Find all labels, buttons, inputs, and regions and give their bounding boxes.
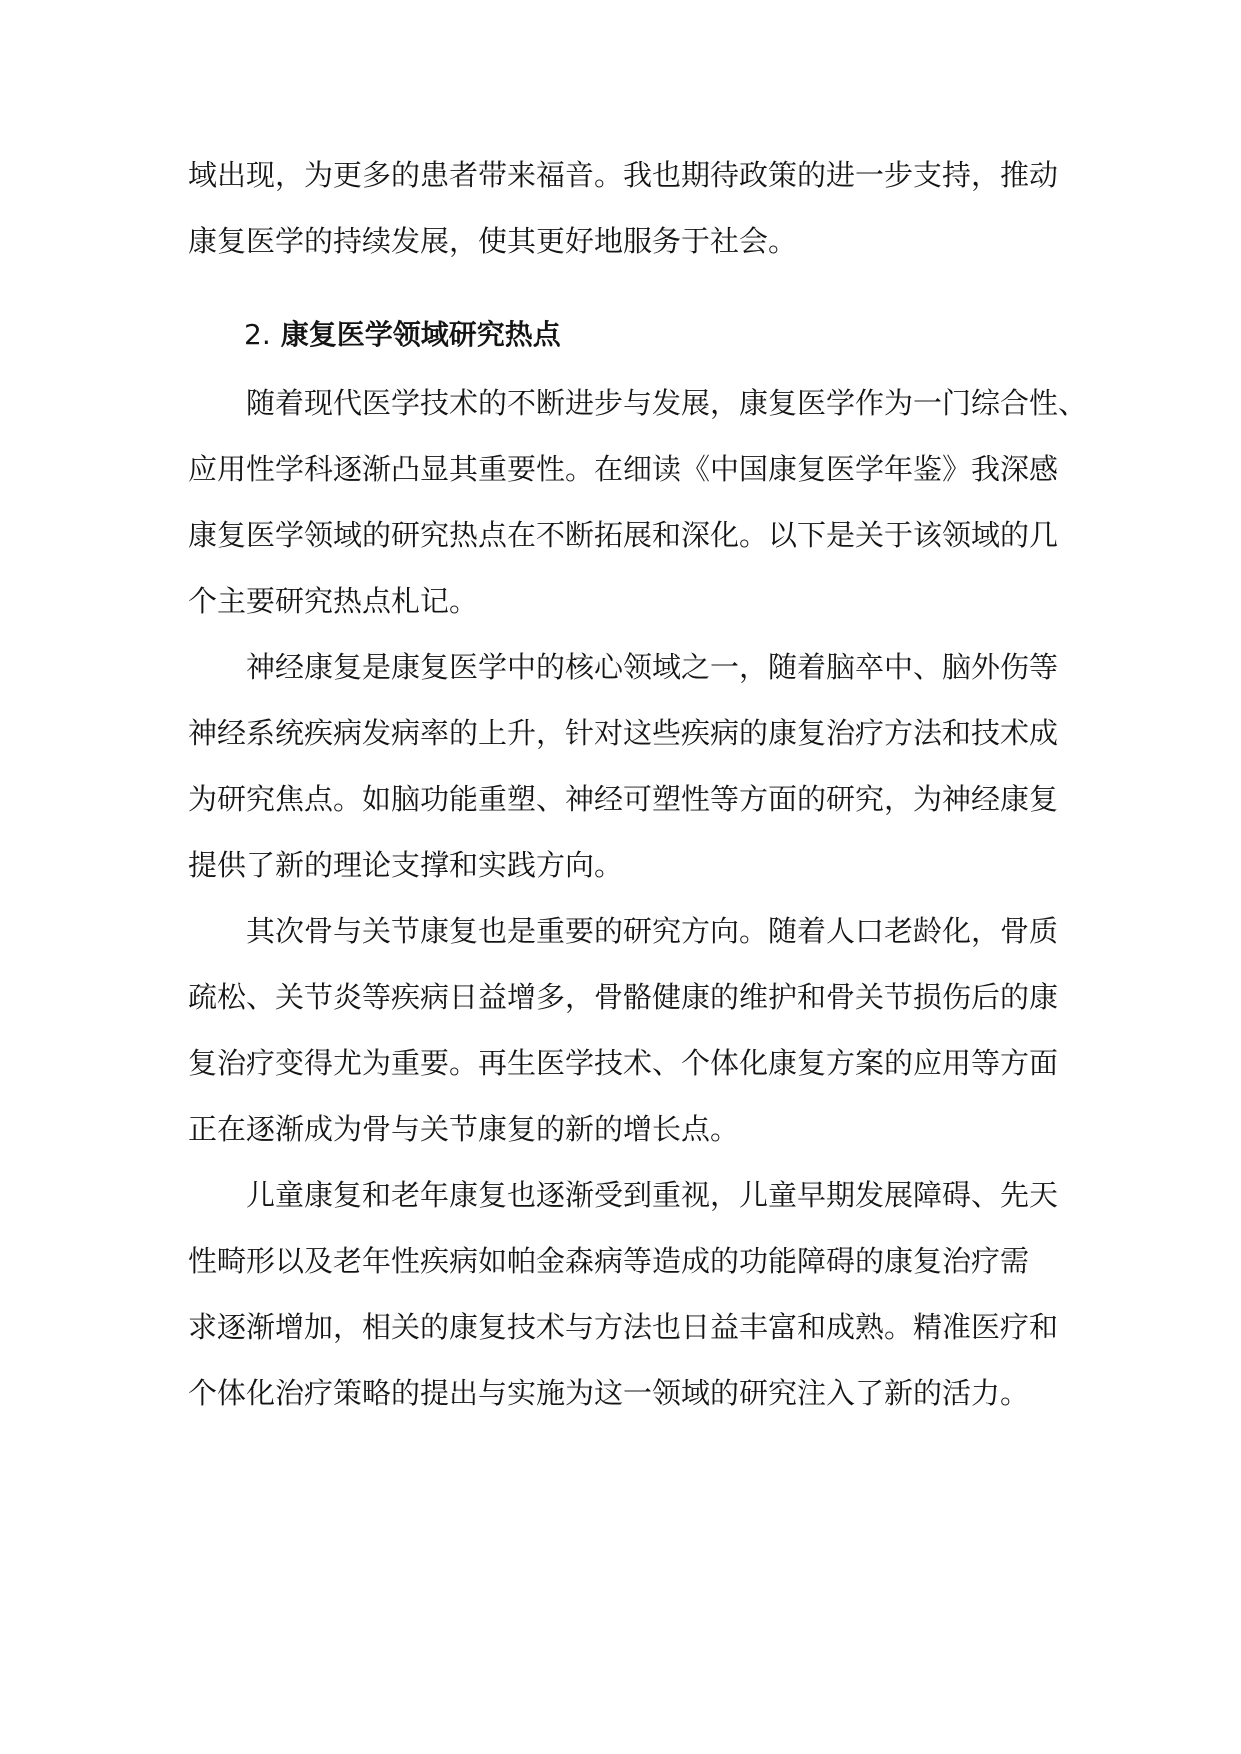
paragraph-line: 性畸形以及老年性疾病如帕金森病等造成的功能障碍的康复治疗需 [188,1244,1030,1278]
intro-paragraph [188,142,1068,274]
paragraph-line: 个体化治疗策略的提出与实施为这一领域的研究注入了新的活力。 [188,1376,1030,1410]
paragraph-line: 复治疗变得尤为重要。再生医学技术、个体化康复方案的应用等方面 [188,1046,1059,1080]
section-title: 康复医学领域研究热点 [280,318,561,351]
paragraph-line: 为研究焦点。如脑功能重塑、神经可塑性等方面的研究，为神经康复 [188,782,1059,816]
paragraph-line: 个主要研究热点札记。 [188,584,479,618]
paragraph-line: 提供了新的理论支撑和实践方向。 [188,848,624,882]
document-body [188,142,1088,1426]
paragraph-line: 应用性学科逐渐凸显其重要性。在细读《中国康复医学年鉴》我深感 [188,452,1059,486]
paragraph-line: 康复医学的持续发展，使其更好地服务于社会。 [188,224,798,258]
paragraph-line: 康复医学领域的研究热点在不断拓展和深化。以下是关于该领域的几 [188,518,1059,552]
body-paragraph [188,634,1068,898]
paragraph-line: 儿童康复和老年康复也逐渐受到重视，儿童早期发展障碍、先天 [246,1178,1059,1212]
paragraph-line: 其次骨与关节康复也是重要的研究方向。随着人口老龄化，骨质 [246,914,1059,948]
paragraph-line: 求逐渐增加，相关的康复技术与方法也日益丰富和成熟。精准医疗和 [188,1310,1059,1344]
paragraph-line: 神经系统疾病发病率的上升，针对这些疾病的康复治疗方法和技术成 [188,716,1059,750]
section-number: 2. [244,318,271,351]
body-paragraph [188,898,1068,1162]
section-heading [188,302,1068,368]
body-paragraph [188,370,1088,634]
paragraph-line: 神经康复是康复医学中的核心领域之一，随着脑卒中、脑外伤等 [246,650,1059,684]
paragraph-line: 正在逐渐成为骨与关节康复的新的增长点。 [188,1112,740,1146]
body-paragraph [188,1162,1068,1426]
paragraph-line: 疏松、关节炎等疾病日益增多，骨骼健康的维护和骨关节损伤后的康 [188,980,1059,1014]
paragraph-line: 随着现代医学技术的不断进步与发展，康复医学作为一门综合性、 [246,386,1088,420]
paragraph-line: 域出现，为更多的患者带来福音。我也期待政策的进一步支持，推动 [188,158,1059,192]
